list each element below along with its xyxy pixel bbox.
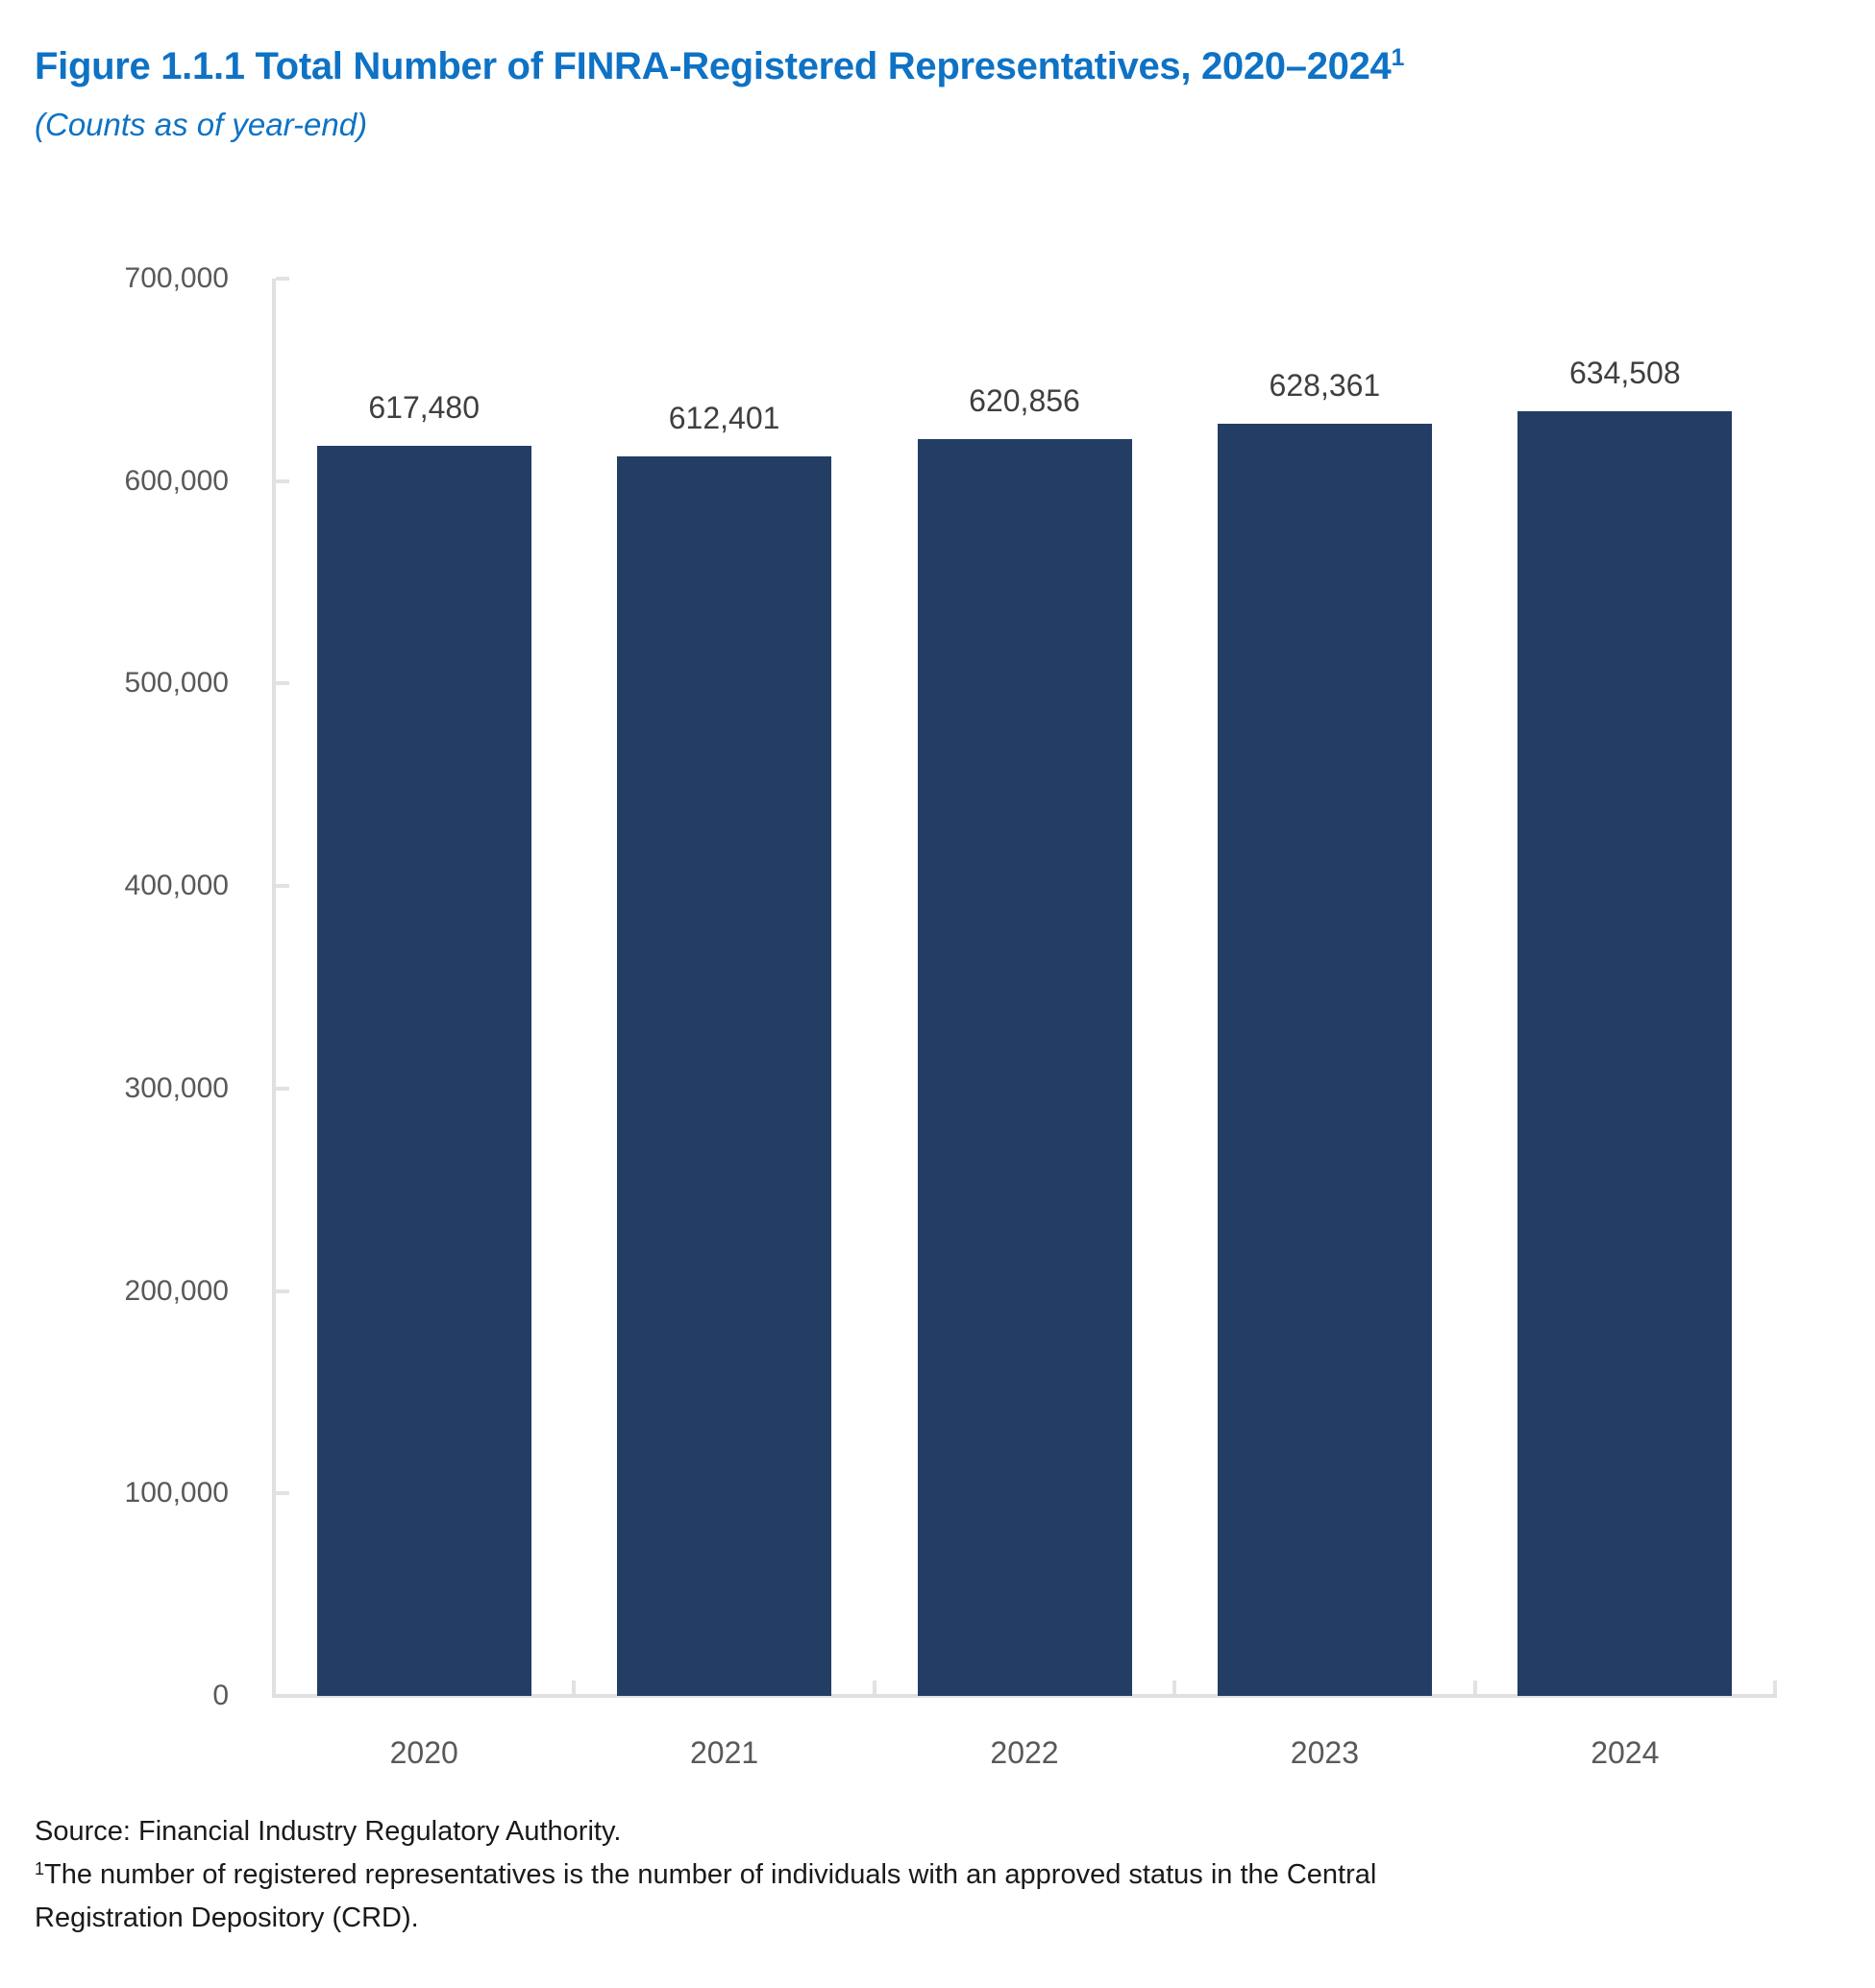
bar-value-label: 620,856	[969, 382, 1080, 418]
bar-value-label: 617,480	[368, 389, 481, 425]
x-tick-label: 2020	[389, 1735, 458, 1770]
y-tick-mark	[276, 681, 289, 685]
y-tick-label: 0	[212, 1680, 229, 1711]
y-tick-mark	[276, 479, 289, 483]
bar-2022	[918, 439, 1132, 1696]
source-line: Source: Financial Industry Regulatory Authority.	[35, 1816, 622, 1847]
y-tick-label: 600,000	[124, 464, 229, 497]
y-tick-label: 200,000	[124, 1274, 229, 1307]
x-tick-label: 2022	[990, 1735, 1059, 1770]
x-tick-label: 2021	[690, 1735, 759, 1770]
y-tick-label: 300,000	[124, 1071, 229, 1104]
y-tick-mark	[276, 884, 289, 888]
y-tick-label: 100,000	[124, 1477, 229, 1509]
figure-notes	[35, 1810, 1851, 1940]
x-tick-label: 2024	[1591, 1735, 1660, 1770]
y-tick-label: 500,000	[124, 667, 229, 699]
figure-title-footnote-marker: 1	[1391, 44, 1405, 71]
bar-2023	[1218, 424, 1432, 1696]
figure-title-text: Figure 1.1.1 Total Number of FINRA-Registered Representatives, 2020–2024	[35, 45, 1392, 87]
x-tick-label: 2023	[1290, 1735, 1359, 1770]
figure-subtitle: (Counts as of year-end)	[35, 107, 368, 142]
y-axis-line	[272, 279, 276, 1696]
bar-value-label: 612,401	[668, 400, 780, 435]
y-tick-mark	[276, 277, 289, 281]
y-tick-mark	[276, 1087, 289, 1091]
footnote-line-2: Registration Depository (CRD).	[35, 1902, 419, 1933]
footnote	[35, 1853, 1851, 1940]
x-tick-mark	[1773, 1681, 1777, 1694]
x-tick-mark	[572, 1681, 576, 1694]
y-tick-label: 400,000	[124, 870, 229, 902]
bar-2021	[617, 456, 831, 1696]
y-tick-mark	[276, 1289, 289, 1293]
y-tick-mark	[276, 1491, 289, 1495]
footnote-line-1: The number of registered representatives is the number of individuals with an approved status in the Central	[44, 1859, 1377, 1890]
bar-2020	[317, 446, 531, 1696]
footnote-marker: 1	[35, 1859, 45, 1878]
y-tick-label: 700,000	[124, 262, 229, 294]
x-tick-mark	[1172, 1681, 1176, 1694]
x-tick-mark	[873, 1681, 876, 1694]
bar-value-label: 628,361	[1269, 367, 1381, 403]
x-tick-mark	[1473, 1681, 1477, 1694]
bar-2024	[1517, 411, 1732, 1696]
bar-value-label: 634,508	[1568, 356, 1681, 390]
